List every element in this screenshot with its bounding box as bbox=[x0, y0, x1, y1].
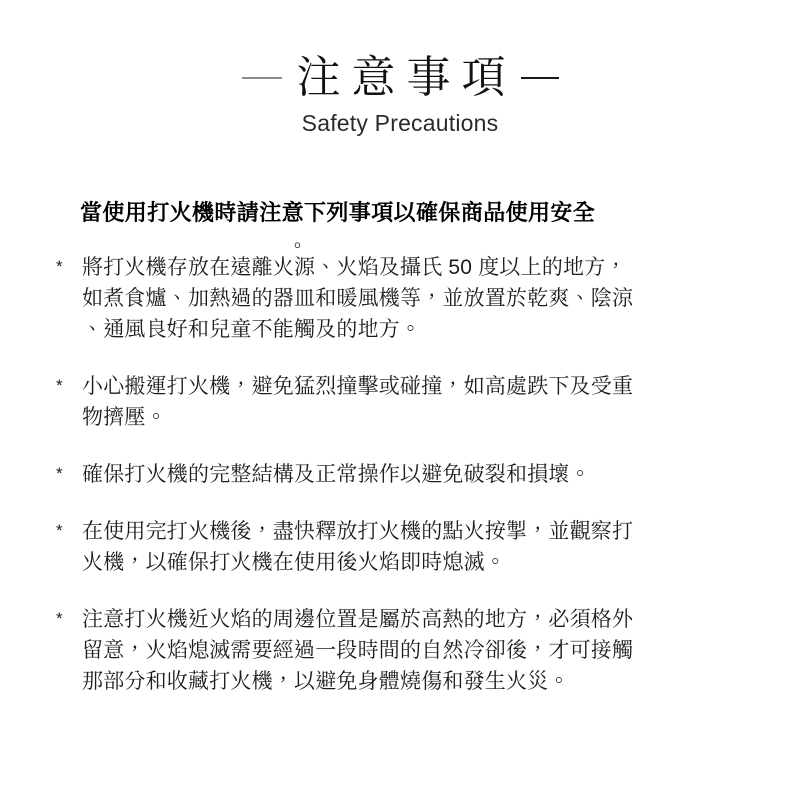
bullet-line: 將打火機存放在遠離火源、火焰及攝氏 50 度以上的地方， bbox=[82, 256, 627, 279]
bullet-marker-icon: * bbox=[56, 257, 63, 276]
title-rule-left-icon bbox=[242, 77, 282, 79]
bullet-marker-icon: * bbox=[56, 464, 63, 483]
list-item bbox=[56, 371, 756, 433]
list-item bbox=[56, 604, 756, 697]
title-rule-right-icon bbox=[521, 77, 559, 79]
bullet-line: 那部分和收藏打火機，以避免身體燒傷和發生火災。 bbox=[82, 670, 570, 693]
bullet-line: 確保打火機的完整結構及正常操作以避免破裂和損壞。 bbox=[82, 463, 591, 486]
bullet-marker-icon: * bbox=[56, 609, 63, 628]
page-subtitle: Safety Precautions bbox=[301, 110, 499, 136]
bullet-line: 在使用完打火機後，盡快釋放打火機的點火按掣，並觀察打 bbox=[82, 520, 634, 543]
content-body bbox=[56, 198, 756, 697]
list-item bbox=[56, 252, 756, 345]
lead-statement-period: 。 bbox=[294, 230, 314, 251]
bullet-line: 注意打火機近火焰的周邊位置是屬於高熱的地方，必須格外 bbox=[82, 608, 634, 631]
list-item bbox=[56, 516, 756, 578]
list-item bbox=[56, 459, 756, 490]
bullet-line: 留意，火焰熄滅需要經過一段時間的自然冷卻後，才可接觸 bbox=[82, 639, 634, 662]
title-block bbox=[0, 52, 800, 138]
lead-statement: 當使用打火機時請注意下列事項以確保商品使用安全 bbox=[80, 200, 596, 225]
bullet-line: 物擠壓。 bbox=[82, 406, 167, 429]
page-title: 注意事項 bbox=[296, 53, 517, 102]
bullet-line: 如煮食爐、加熱過的器皿和暖風機等，並放置於乾爽、陰涼 bbox=[82, 287, 634, 310]
bullet-line: 小心搬運打火機，避免猛烈撞擊或碰撞，如高處跌下及受重 bbox=[82, 375, 634, 398]
bullet-line: 、通風良好和兒童不能觸及的地方。 bbox=[82, 318, 422, 341]
precautions-list bbox=[56, 252, 756, 697]
title-row bbox=[0, 52, 800, 104]
bullet-marker-icon: * bbox=[56, 376, 63, 395]
bullet-marker-icon: * bbox=[56, 521, 63, 540]
bullet-line: 火機，以確保打火機在使用後火焰即時熄滅。 bbox=[82, 551, 506, 574]
